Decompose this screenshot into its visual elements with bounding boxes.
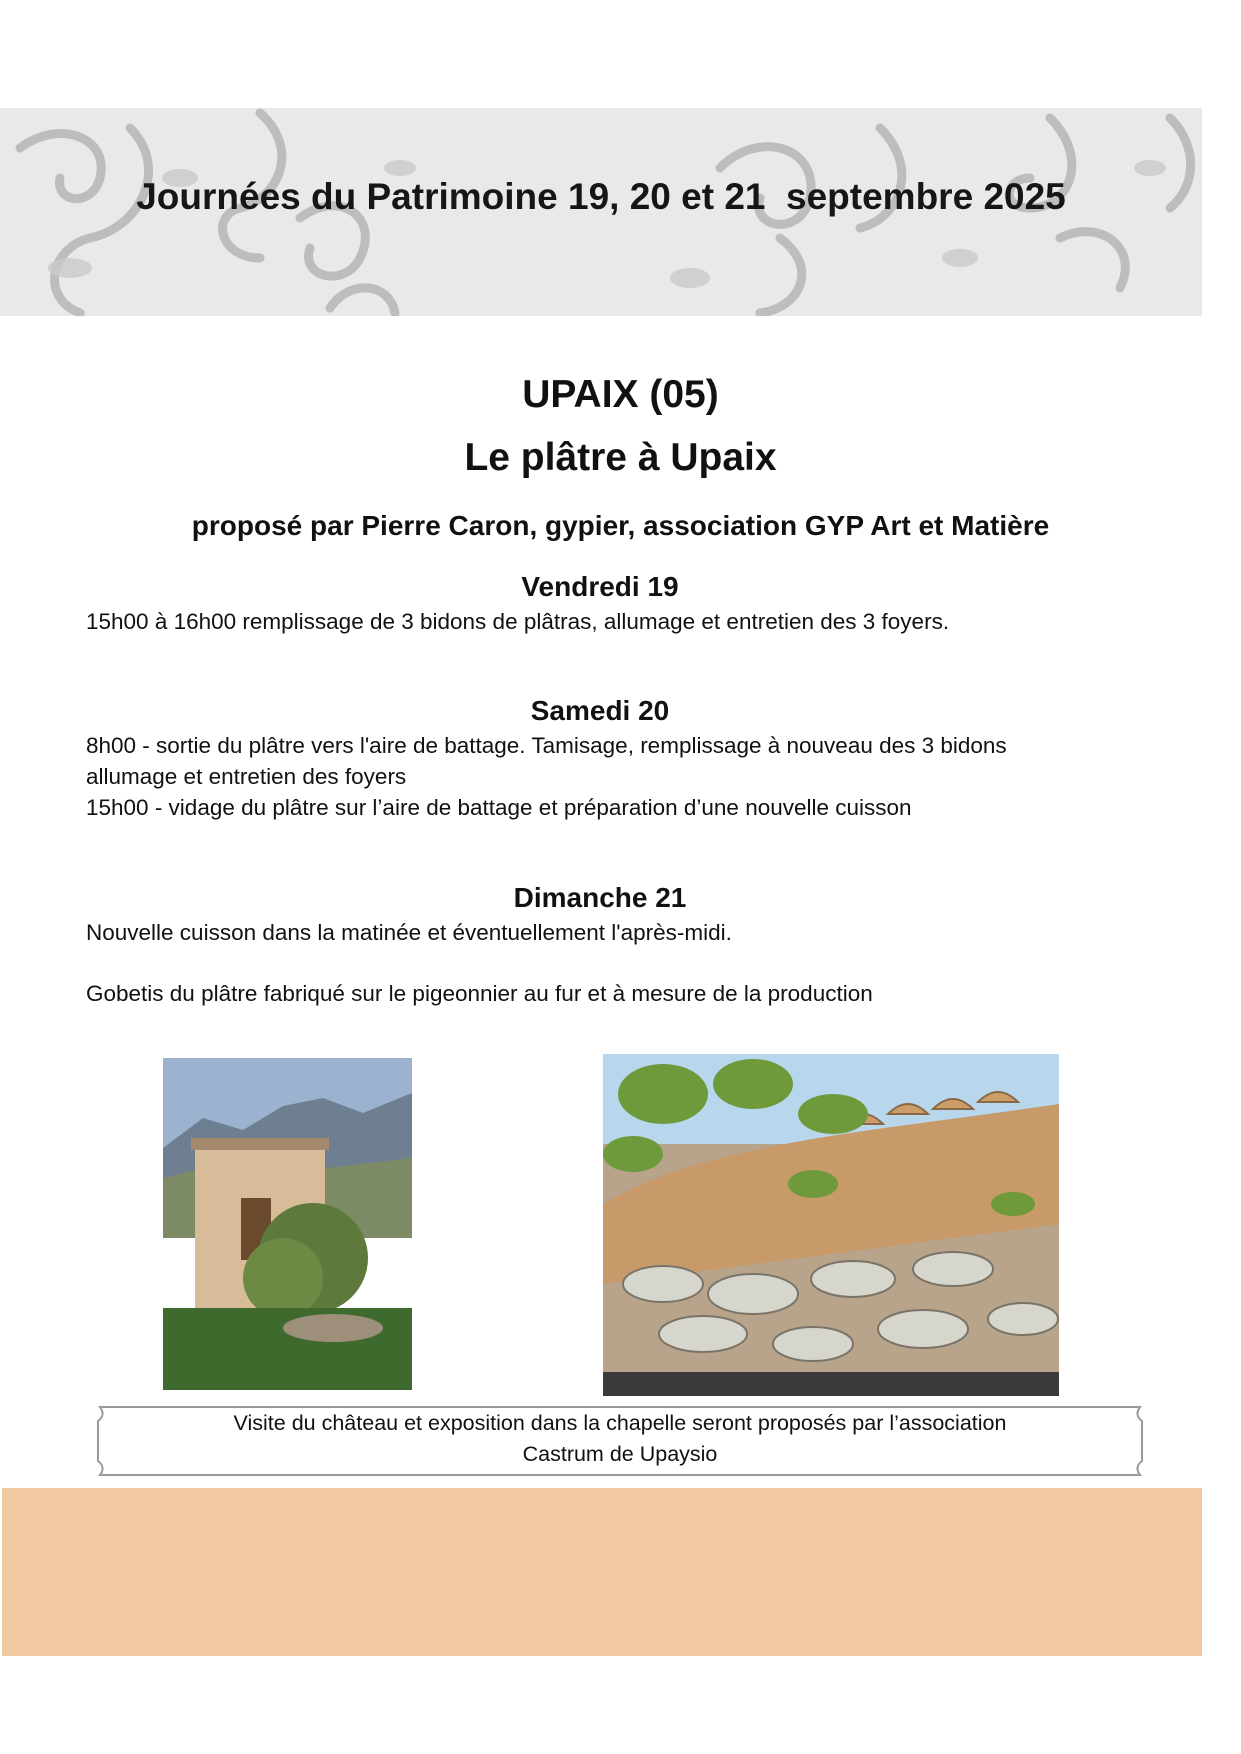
association-note-box — [90, 1405, 1150, 1477]
day-heading-friday: Vendredi 19 — [521, 571, 679, 602]
saturday-line: 15h00 - vidage du plâtre sur l’aire de battage et préparation d’une nouvelle cuisson — [86, 795, 912, 820]
saturday-line: allumage et entretien des foyers — [86, 764, 407, 789]
friday-line: 15h00 à 16h00 remplissage de 3 bidons de plâtras, allumage et entretien des 3 foyers. — [86, 609, 950, 634]
event-place: UPAIX (05) — [522, 373, 719, 416]
extra-line: Gobetis du plâtre fabriqué sur le pigeonnier au fur et à mesure de la production — [86, 981, 873, 1006]
header-title: Journées du Patrimoine 19, 20 et 21 septembre 2025 — [136, 176, 1066, 217]
day-heading-sunday: Dimanche 21 — [513, 882, 687, 913]
photo-pigeonnier — [163, 1058, 412, 1390]
saturday-line: 8h00 - sortie du plâtre vers l'aire de battage. Tamisage, remplissage à nouveau des 3 bidons — [86, 733, 1007, 758]
sunday-line: Nouvelle cuisson dans la matinée et éventuellement l'après-midi. — [86, 920, 732, 945]
day-heading-saturday: Samedi 20 — [530, 695, 670, 726]
event-organizer: proposé par Pierre Caron, gypier, association GYP Art et Matière — [191, 510, 1050, 541]
note-line-2: Castrum de Upaysio — [522, 1442, 718, 1466]
header-banner — [0, 108, 1202, 316]
photo-plaster-wall — [603, 1054, 1059, 1396]
note-line-1: Visite du château et exposition dans la chapelle seront proposés par l’association — [233, 1411, 1007, 1435]
event-title: Le plâtre à Upaix — [464, 436, 777, 479]
footer-color-band — [2, 1488, 1202, 1656]
